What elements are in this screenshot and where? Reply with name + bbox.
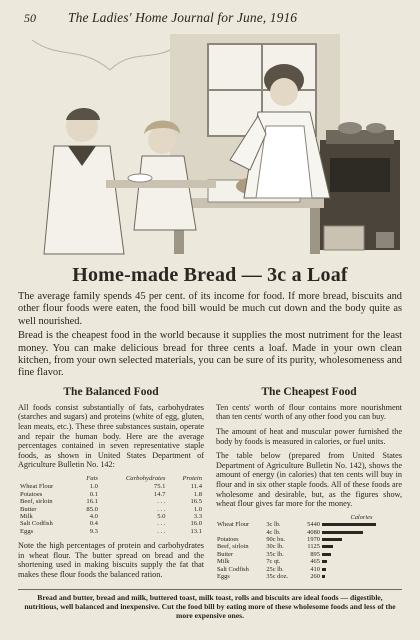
nutrient-value: 0.4 <box>89 520 98 528</box>
food-name: Potatoes <box>20 490 43 498</box>
table-row <box>18 528 204 535</box>
cheapest-food-text: The amount of heat and muscular power furnished the body by foods is measured in calories, or fuel units. <box>216 427 402 446</box>
calorie-caption: Calories <box>350 513 373 521</box>
food-name: Wheat Flour <box>217 521 250 529</box>
calorie-value: 895 <box>310 550 320 558</box>
food-name: Beef, sirloin <box>20 498 53 506</box>
table-row <box>18 491 204 498</box>
calorie-bar-cell <box>321 529 402 536</box>
table-row <box>216 536 402 543</box>
price-value: 90c bu. <box>266 536 286 543</box>
nutrient-value: 1.8 <box>193 490 202 498</box>
calorie-bar-cell <box>321 573 402 580</box>
nutrient-value: . . . <box>157 527 166 535</box>
nutrient-table <box>18 475 204 535</box>
price-value: 35c doz. <box>266 573 289 581</box>
calorie-value: 5440 <box>307 521 320 529</box>
calorie-bar <box>322 538 342 541</box>
calorie-value: 465 <box>310 558 320 566</box>
footer-text: Bread and butter, bread and milk, buttered toast, milk toast, rolls and biscuits are ideal foods — digestible, nutritious, well balanced and inexpensive. Cut the food bill by eating more of these wholesome foods and less of the more expensive ones. <box>18 589 402 621</box>
table-row <box>216 521 402 528</box>
calorie-value: 260 <box>310 573 320 581</box>
table-header: Carbohydrates <box>125 475 166 482</box>
nutrient-value: . . . <box>157 505 166 513</box>
nutrient-table-body <box>18 483 204 535</box>
nutrient-value: 3.3 <box>193 513 202 521</box>
food-name: Potatoes <box>217 536 239 543</box>
food-name: Butter <box>20 505 37 513</box>
page-header <box>18 6 402 30</box>
cheapest-food-column <box>216 386 402 585</box>
two-columns <box>18 386 402 585</box>
calorie-bar-cell <box>321 551 402 558</box>
food-name: Butter <box>217 550 233 558</box>
nutrient-value: 4.0 <box>89 513 98 521</box>
calorie-bar <box>322 523 376 526</box>
price-value: 35c lb. <box>266 550 284 558</box>
calorie-bar <box>322 568 326 571</box>
cheapest-food-heading: The Cheapest Food <box>261 385 357 398</box>
table-header: Fats <box>86 475 98 482</box>
nutrient-value: 14.7 <box>153 490 166 498</box>
nutrient-value: 11.4 <box>190 483 202 491</box>
nutrient-value: 13.1 <box>190 527 202 535</box>
cheapest-food-text: Ten cents' worth of flour contains more nourishment than ten cents' worth of any other food you can buy. <box>216 402 402 422</box>
page-number: 50 <box>24 11 36 25</box>
table-row <box>216 566 402 573</box>
food-name: Salt Codfish <box>20 520 53 528</box>
food-name: Wheat Flour <box>20 483 54 491</box>
intro-paragraph: Bread is the cheapest food in the world because it supplies the most nutriment for the least money. You can make delicious bread for three cents a loaf. Made in your own clean kitchen, from your own selected materials, you can be sure of its purity, wholesomeness and fine flavor. <box>18 330 402 379</box>
nutrient-value: 16.0 <box>190 520 202 528</box>
calorie-value: 1125 <box>307 543 320 551</box>
calorie-bar <box>322 553 331 556</box>
nutrient-value: 1.0 <box>89 483 98 491</box>
table-row <box>216 529 402 536</box>
table-row <box>216 573 402 580</box>
table-row <box>18 483 204 490</box>
food-name: Beef, sirloin <box>217 543 249 551</box>
calorie-bar-cell <box>321 536 402 543</box>
table-row <box>216 558 402 565</box>
calorie-value: 410 <box>310 565 320 573</box>
table-row <box>216 543 402 550</box>
calorie-bar-cell <box>321 543 402 550</box>
cheapest-food-text: The table below (prepared from United States Department of Agriculture Bulletin No. 142), shows the amount of energy (in calories) that ten cents will buy in flour and in six other staple foods. All of these foods are wholesome and desirable, but, as the figures show, wheat flour gives far more for the money. <box>216 451 402 509</box>
kitchen-illustration <box>20 30 404 258</box>
calorie-bar <box>322 560 327 563</box>
calorie-bar-cell <box>321 558 402 565</box>
calorie-bar-cell <box>321 521 402 528</box>
food-name: Eggs <box>217 573 230 581</box>
nutrient-value: . . . <box>157 520 166 528</box>
nutrient-value: . . . <box>157 498 166 506</box>
table-row <box>216 551 402 558</box>
nutrient-value: 75.1 <box>153 483 166 491</box>
price-value: 25c lb. <box>266 565 284 573</box>
price-value: 4c lb. <box>266 528 281 536</box>
balanced-food-column <box>18 386 204 585</box>
table-header: Protein <box>182 475 202 482</box>
balanced-food-note: Note the high percentages of protein and carbohydrates in wheat flour. The butter spread on bread and the shortening used in making biscuits supply the fat that makes these flour foods the balanced ration. <box>18 541 204 580</box>
price-value: 30c lb. <box>266 543 284 551</box>
food-name: Salt Codfish <box>217 565 249 573</box>
ad-headline: Home-made Bread — 3c a Loaf <box>72 264 348 286</box>
nutrient-value: 16.5 <box>190 498 202 506</box>
intro-paragraph: The average family spends 45 per cent. of its income for food. If more bread, biscuits and other flour foods were eaten, the food bill would be much cut down and the body quite as well nourished. <box>18 291 402 327</box>
calorie-table-body <box>216 521 402 580</box>
calorie-value: 1970 <box>307 536 320 543</box>
masthead: The Ladies' Home Journal for June, 1916 <box>68 10 298 25</box>
calorie-bar-cell <box>321 566 402 573</box>
nutrient-value: 85.0 <box>86 505 98 513</box>
calorie-bar <box>322 575 325 578</box>
table-row <box>18 520 204 527</box>
calorie-bar <box>322 545 333 548</box>
price-value: 7c qt. <box>266 558 281 566</box>
balanced-food-text: All foods consist substantially of fats, carbohydrates (starches and sugars) and proteins (white of egg, gluten, lean meats, etc.). These three substances sustain, operate and repair the human body. Here are the average percentages contained in seven representative staple foods, as shown in United States Department of Agriculture Bulletin No. 142: <box>18 402 204 470</box>
table-row <box>18 498 204 505</box>
nutrient-value: 5.0 <box>157 513 166 521</box>
calorie-table <box>216 514 402 581</box>
food-name <box>216 529 265 536</box>
intro-text <box>18 291 402 380</box>
nutrient-value: 9.3 <box>89 527 98 535</box>
nutrient-value: 16.1 <box>86 498 98 506</box>
nutrient-value: 0.1 <box>89 490 98 498</box>
calorie-value: 4080 <box>307 528 320 536</box>
nutrient-value: 1.0 <box>193 505 202 513</box>
calorie-bar <box>322 531 363 534</box>
table-row <box>18 506 204 513</box>
food-name: Milk <box>20 513 33 521</box>
table-row <box>18 513 204 520</box>
table-header <box>18 475 76 483</box>
price-value: 3c lb. <box>266 521 281 529</box>
food-name: Eggs <box>20 527 34 535</box>
food-name: Milk <box>217 558 230 566</box>
balanced-food-heading: The Balanced Food <box>63 385 159 398</box>
